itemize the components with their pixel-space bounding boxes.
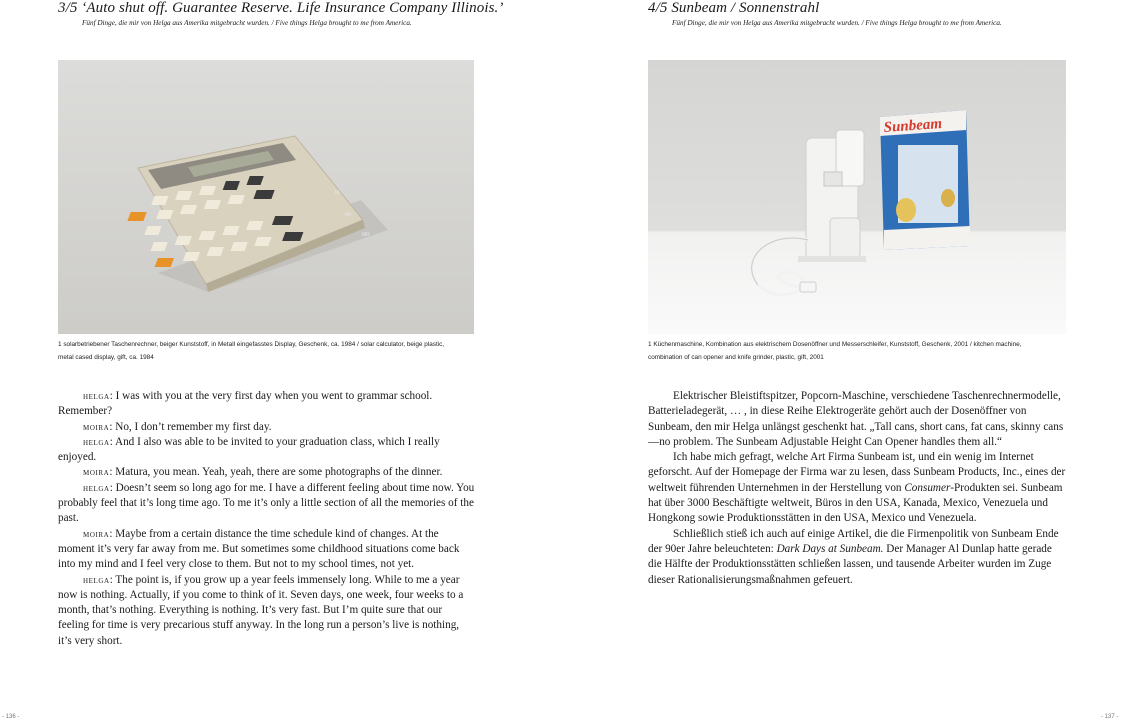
paragraph-2: Ich habe mich gefragt, welche Art Firma Sunbeam ist, und ein wenig im Internet geforscht. Auf der Homepage der Firma war zu lesen, dass Sunbeam Products, Inc., eines der weltweit führenden Unternehmen in der Herstellung von Consumer-Produkten sei. Sunbeam hat über 3000 Beschäftigte weltweit, Büros in den USA, Kanada, Mexico, Venezuela und Hongkong sowie Produktionsstätten in den USA, Mexico und Venezuela.: [648, 451, 1066, 525]
right-body-text: [648, 389, 1067, 588]
left-page-title: 3/5 ‘Auto shut off. Guarantee Reserve. Life Insurance Company Illinois.’: [58, 0, 504, 16]
sunbeam-box: [880, 110, 970, 250]
left-caption-line-2: metal cased display, gift, ca. 1984: [58, 354, 154, 361]
right-caption-line-2: combination of can opener and knife grinder, plastic, gift, 2001: [648, 354, 824, 361]
right-photo-caption: [648, 338, 1068, 364]
can-opener-illustration: [648, 60, 1066, 334]
calculator-illustration: [58, 60, 474, 334]
left-caption-line-1: 1 solarbetriebener Taschenrechner, beiger Kunststoff, in Metall eingefasstes Display, Geschenk, ca. 1984 / solar calculator, beige plastic,: [58, 341, 445, 348]
key-label-m-minus: M-: [335, 190, 341, 196]
speaker-label: helga: [83, 574, 110, 586]
box-brand-label: Sunbeam: [883, 115, 943, 136]
right-page-number: - 137 -: [1101, 714, 1119, 720]
dialogue-line-3: helga: And I also was able to be invited to your graduation class, which I really enjoyed.: [58, 435, 440, 464]
speaker-label: moira: [83, 467, 110, 479]
right-page-title: 4/5 Sunbeam / Sonnenstrahl: [648, 0, 820, 16]
key-label-mr: MR: [362, 232, 370, 238]
paragraph-3: Schließlich stieß ich auch auf einige Artikel, die die Firmenpolitik von Sunbeam Ende der 90er Jahre beleuchteten: Dark Days at Sunbeam. Der Manager Al Dunlap hatte gerade die Hälfte der Produktionsstätten schließen lassen, und tausende Arbeiter wurden im Zuge dieser Rationalisierungsmaßnahmen gefeuert.: [648, 527, 1059, 586]
speaker-label: moira: [83, 421, 110, 433]
speaker-label: helga: [83, 482, 110, 494]
paragraph-1: Elektrischer Bleistiftspitzer, Popcorn-Maschine, verschiedene Taschenrechnermodelle, Batterieladegerät, … , in diese Reihe Elektrogeräte gehört auch der Dosenöffner von Sunbeam, den mir Helga unlängst geschenkt hat. „Tall cans, short cans, fat cans, skinny cans—no problem. The Sunbeam Adjustable Height Can Opener handles them all.“: [648, 390, 1064, 448]
right-page: [561, 0, 1123, 724]
right-caption-line-1: 1 Küchenmaschine, Kombination aus elektrischem Dosenöffner und Messerschleifer, Kunststoff, Geschenk, 2001 / kitchen machine,: [648, 341, 1022, 348]
dialogue-line-2: moira: No, I don’t remember my first day.: [83, 420, 272, 433]
speaker-label: moira: [83, 528, 110, 540]
left-page-number: - 136 -: [2, 714, 20, 720]
speaker-label: helga: [83, 391, 110, 402]
dialogue-line-5: helga: Doesn’t seem so long ago for me. I have a different feeling about time now. You probably feel that it’s long time ago. To me it’s only a little section of all the memories of the past.: [58, 481, 475, 525]
can-opener: [798, 130, 866, 262]
speaker-label: helga: [83, 436, 110, 448]
can-opener-photo: [648, 60, 1066, 334]
left-page-subtitle: Fünf Dinge, die mir von Helga aus Amerika mitgebracht wurden. / Five things Helga brought to me from America.: [82, 19, 412, 27]
left-page: [0, 0, 561, 724]
dialogue-line-4: moira: Matura, you mean. Yeah, yeah, there are some photographs of the dinner.: [83, 466, 443, 479]
left-photo-caption: [58, 338, 478, 364]
calculator-photo: [58, 60, 474, 334]
right-page-subtitle: Fünf Dinge, die mir von Helga aus Amerika mitgebracht wurden. / Five things Helga brought to me from America.: [672, 19, 1002, 27]
dialogue-line-1: helga: I was with you at the very first day when you went to grammar school. Remember?: [58, 390, 433, 418]
dialogue-line-7: helga: The point is, if you grow up a year feels immensely long. While to me a year now is nothing. Actually, if you come to think of it. Seven days, one week, four weeks to a month, that’s nothing. Everything is nothing. It’s very fast. But I’m quite sure that our feeling for time is very precarious stuff anyway. In the long run a person’s live is nothing, it’s very short.: [58, 573, 464, 647]
dialogue-line-6: moira: Maybe from a certain distance the time schedule kind of changes. At the moment it’s very far away from me. But sometimes some childhood situations come back into my mind and I feel very close to them. But not to my school times, not yet.: [58, 527, 460, 571]
key-label-m-plus: M+: [345, 212, 353, 218]
left-dialogue: [58, 389, 475, 649]
